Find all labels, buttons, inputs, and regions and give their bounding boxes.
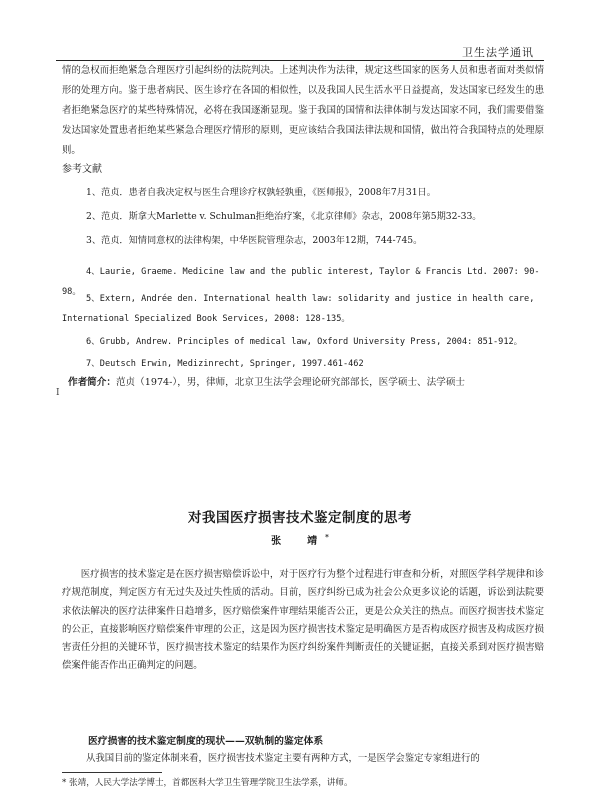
- author-footnote-mark: *: [325, 532, 329, 542]
- article-author-name: 张 靖: [271, 536, 326, 547]
- margin-mark: I: [56, 388, 60, 398]
- author-bio: [68, 374, 548, 388]
- article-author: [0, 532, 600, 547]
- author-bio-text: 范贞（1974-），男，律师，北京卫生法学会理论研究部部长，医学硕士、法学硕士: [115, 377, 466, 388]
- section-heading: 医疗损害的技术鉴定制度的现状——双轨制的鉴定体系: [88, 736, 324, 747]
- continued-paragraph-text: 情的急权而拒绝紧急合理医疗引起纠纷的法院判决。上述判决作为法律，规定这些国家的医务人员和患者面对类似情形的处理方向。鉴于患者病民、医生诊疗在各国的相似性，以及我国人民生活水平日益提高，发达国家已经发生的患者拒绝紧急医疗的某些特殊情况，必将在我国逐渐显现。鉴于我国的国情和法律体制与发达国家不同，我们需要借鉴发达国家处置患者拒绝某些紧急合理医疗情形的原则，更应该结合我国法律法规和国情，做出符合我国特点的处理原则。: [62, 65, 544, 156]
- reference-item-3: 3、范贞．知情同意权的法律构架，中华医院管理杂志，2003年12期，744-745。: [86, 235, 423, 246]
- author-bio-label: 作者简介：: [68, 377, 116, 388]
- journal-header: 卫生法学通讯: [462, 46, 534, 59]
- section-paragraph: 从我国目前的鉴定体制来看，医疗损害技术鉴定主要有两种方式，一是医学会鉴定专家组进行的: [86, 753, 480, 764]
- reference-item-1: 1、范贞．患者自我决定权与医生合理诊疗权孰轻孰重，《医师报》，2008年7月31日。: [86, 187, 436, 198]
- article-title: 对我国医疗损害技术鉴定制度的思考: [188, 510, 412, 526]
- article-body: [62, 566, 544, 676]
- reference-item-4: 4、Laurie, Graeme. Medicine law and the public interest, Taylor & Francis Ltd. 2007: 90-98。: [62, 267, 540, 297]
- continued-paragraph: [62, 61, 544, 161]
- references-title: 参考文献: [62, 164, 102, 175]
- footnote-rule: [62, 772, 162, 773]
- reference-item-5: 5、Extern, Andrée den. International health law: solidarity and justice in health care, International Specialized Book Services, 2008: 128-135。: [62, 294, 535, 324]
- reference-item-7: 7、Deutsch Erwin, Medizinrecht, Springer, 1997.461-462: [86, 359, 364, 369]
- author-footnote: * 张靖，人民大学法学博士，首都医科大学卫生管理学院卫生法学系，讲师。: [62, 778, 353, 788]
- article-body-paragraph: 医疗损害的技术鉴定是在医疗损害赔偿诉讼中，对于医疗行为整个过程进行审查和分析，对照医学科学规律和诊疗规范制度，判定医方有无过失及过失性质的活动。目前，医疗纠纷已成为社会公众更多议论的话题，诉讼到法院要求依法解决的医疗法律案件日趋增多，医疗赔偿案件审理结果能否公正，更是公众关注的热点。而医疗损害技术鉴定的公正，直接影响医疗赔偿案件审理的公正，这是因为医疗损害技术鉴定是明确医方是否构成医疗损害及构成医疗损害责任分担的关键环节，医疗损害技术鉴定的结果作为医疗纠纷案件判断责任的关键证据，直接关系到对医疗损害赔偿案件能否作出正确判定的问题。: [62, 569, 544, 672]
- reference-item-2: 2、范贞．斯拿大Marlette v. Schulman拒绝治疗案，《北京律师》杂志，2008年第5期32-33。: [86, 211, 482, 222]
- reference-item-6: 6、Grubb, Andrew. Principles of medical law, Oxford University Press, 2004: 851-912。: [86, 337, 523, 347]
